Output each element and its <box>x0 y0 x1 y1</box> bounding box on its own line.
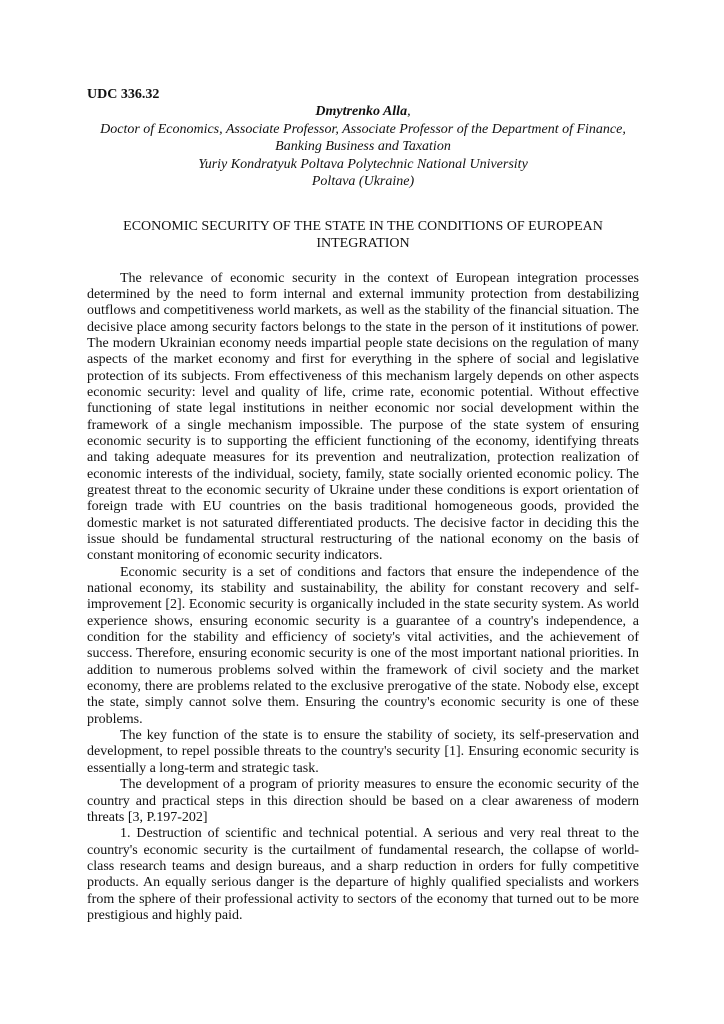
udc-code: UDC 336.32 <box>87 87 160 102</box>
author-university: Yuriy Kondratyuk Poltava Polytechnic National University <box>198 156 528 172</box>
paper-title: ECONOMIC SECURITY OF THE STATE IN THE CONDITIONS OF EUROPEAN INTEGRATION <box>123 218 603 251</box>
paragraph: The key function of the state is to ensure the stability of society, its self-preservation and development, to repel possible threats to the country's security [1]. Ensuring economic security is essentially a long-term and strategic task. <box>87 728 639 776</box>
paper-body <box>87 271 639 925</box>
author-position: Doctor of Economics, Associate Professor, Associate Professor of the Department of Finance, Banking Business and Taxation <box>100 121 626 154</box>
document-page <box>87 86 639 924</box>
paragraph: The development of a program of priority measures to ensure the economic security of the country and practical steps in this direction should be based on a clear awareness of modern threats [3, P.197-202] <box>87 777 639 825</box>
paragraph: The relevance of economic security in the context of European integration processes determined by the need to form internal and external immunity protection from destabilizing outflows and competitiveness world markets, as well as the stability of the financial situation. The decisive place among security factors belongs to the state in the person of it institutions of power. The modern Ukrainian economy needs impartial people state decisions on the regulation of many aspects of the market economy and first for everything in the sphere of social and legislative protection of its subjects. From effectiveness of this mechanism largely depends on other aspects economic security: level and quality of life, crime rate, economic potential. Without effective functioning of state legal institutions in neither economic nor social development within the framework of a single mechanism impossible. The purpose of the state system of ensuring economic security is to supporting the efficient functioning of the economy, identifying threats and taking adequate measures for its prevention and neutralization, protection realization of economic interests of the individual, society, family, state socially oriented economic policy. The greatest threat to the economic security of Ukraine under these conditions is export orientation of foreign trade with EU countries on the basis traditional homogeneous goods, provided the domestic market is not saturated differentiated products. The decisive factor in deciding this the issue should be fundamental structural restructuring of the national economy on the basis of constant monitoring of economic security indicators. <box>87 270 639 564</box>
paragraph: Economic security is a set of conditions and factors that ensure the independence of the national economy, its stability and sustainability, the ability for constant recovery and self-improvement [2]. Economic security is organically included in the state security system. As world experience shows, ensuring economic security is a guarantee of a country's independence, a condition for the stability and efficiency of society's vital activities, and the achievement of success. Therefore, ensuring economic security is one of the most important national priorities. In addition to numerous problems solved within the framework of civil society and the market economy, there are problems related to the exclusive prerogative of the state. Nobody else, except the state, simply cannot solve them. Ensuring the country's economic security is one of these problems. <box>87 564 639 727</box>
paragraph: 1. Destruction of scientific and technical potential. A serious and very real threat to the country's economic security is the curtailment of fundamental research, the collapse of world-class research teams and design bureaus, and a sharp reduction in orders for fully competitive products. An equally serious danger is the departure of highly qualified specialists and workers from the sphere of their professional activity to sectors of the economy that turned out to be more prestigious and highly paid. <box>87 826 639 923</box>
author-location: Poltava (Ukraine) <box>311 174 415 189</box>
author-name: Dmytrenko Alla <box>315 104 408 119</box>
author-name-suffix: , <box>407 104 411 119</box>
author-block <box>87 103 639 191</box>
author-line <box>87 103 639 121</box>
